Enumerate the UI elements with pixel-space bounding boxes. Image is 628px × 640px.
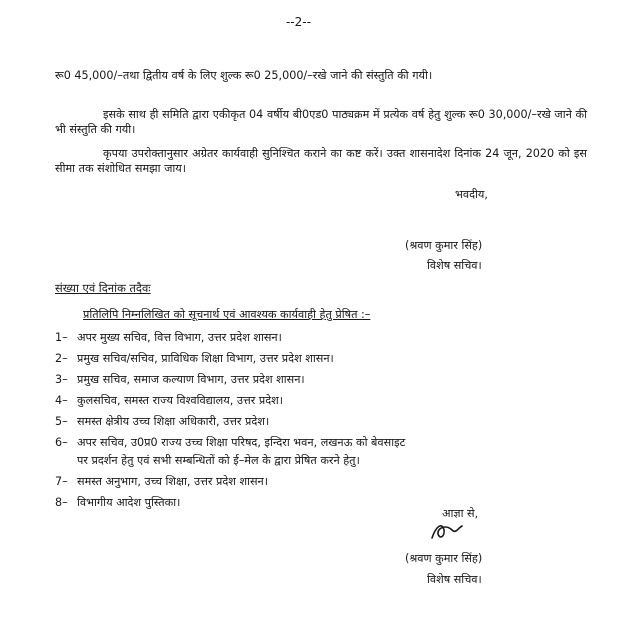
paragraph-fee-recommendation: रू0 45,000/–तथा द्वितीय वर्ष के लिए शुल्क रू0 25,000/–रखे जाने की संस्तुति की गयी। — [55, 69, 433, 82]
list-item-text: कुलसचिव, समस्त राज्य विश्वविद्यालय, उत्तर प्रदेश। — [77, 394, 284, 407]
list-item — [55, 351, 334, 366]
list-item-number: 6– — [55, 436, 68, 449]
list-item — [55, 330, 282, 345]
list-item-text: अपर सचिव, उ0प्र0 राज्य उच्च शिक्षा परिषद, इन्दिरा भवन, लखनऊ को बेवसाइट — [77, 436, 406, 449]
paragraph-integrated-bed-fee: इसके साथ ही समिति द्वारा एकीकृत 04 वर्षीय बी0एड0 पाठ्यक्रम में प्रत्येक वर्ष हेतु शुल्क रू0 30,000/–रखे जाने की भी संस्तुति की गयी। — [55, 108, 587, 137]
list-item — [55, 372, 305, 387]
list-item — [55, 414, 269, 429]
list-item — [55, 393, 283, 408]
list-item — [55, 435, 405, 450]
list-item-text: अपर मुख्य सचिव, वित्त विभाग, उत्तर प्रदेश शासन। — [77, 331, 282, 344]
signatory-designation: विशेष सचिव। — [427, 259, 482, 272]
order-salutation: आज्ञा से, — [442, 507, 479, 520]
list-item-text: समस्त अनुभाग, उच्च शिक्षा, उत्तर प्रदेश शासन। — [77, 475, 268, 488]
reference-heading: संख्या एवं दिनांक तदैवः — [55, 281, 151, 295]
list-item-text: प्रमुख सचिव, समाज कल्याण विभाग, उत्तर प्रदेश शासन। — [77, 373, 305, 386]
list-item-number: 2– — [55, 352, 68, 365]
list-item-number: 5– — [55, 415, 68, 428]
list-item-text: पर प्रदर्शन हेतु एवं सभी सम्बन्धितों को ई–मेल के द्वारा प्रेषित करने हेतु। — [77, 454, 360, 467]
signatory-name-2: (श्रवण कुमार सिंह) — [405, 552, 483, 565]
page-number: --2-- — [286, 15, 311, 29]
list-item-number: 1– — [55, 331, 68, 344]
list-item-number: 4– — [55, 394, 68, 407]
list-item — [55, 474, 268, 489]
list-item-text: समस्त क्षेत्रीय उच्च शिक्षा अधिकारी, उत्तर प्रदेश। — [77, 415, 270, 428]
list-item-number: 3– — [55, 373, 68, 386]
signatory-name: (श्रवण कुमार सिंह) — [405, 239, 483, 252]
list-item-number: 7– — [55, 475, 68, 488]
closing-salutation: भवदीय, — [455, 188, 488, 201]
handwritten-signature-icon — [428, 518, 468, 544]
signatory-designation-2: विशेष सचिव। — [427, 573, 482, 586]
list-item — [55, 495, 180, 510]
list-item-text: विभागीय आदेश पुस्तिका। — [77, 496, 181, 509]
list-item-number: 8– — [55, 496, 68, 509]
list-item-text: प्रमुख सचिव/सचिव, प्राविधिक शिक्षा विभाग, उत्तर प्रदेश शासन। — [77, 352, 334, 365]
list-item-continuation — [77, 453, 360, 468]
paragraph-request-action: कृपया उपरोक्तानुसार अग्रेतर कार्यवाही सुनिश्चित कराने का कष्ट करें। उक्त शासनादेश दिनांक 24 जून, 2020 को इस सीमा तक संशोधित समझा जाय। — [55, 147, 587, 176]
copy-forward-intro: प्रतिलिपि निम्नलिखित को सूचनार्थ एवं आवश्यक कार्यवाही हेतु प्रेषित :– — [83, 308, 371, 321]
